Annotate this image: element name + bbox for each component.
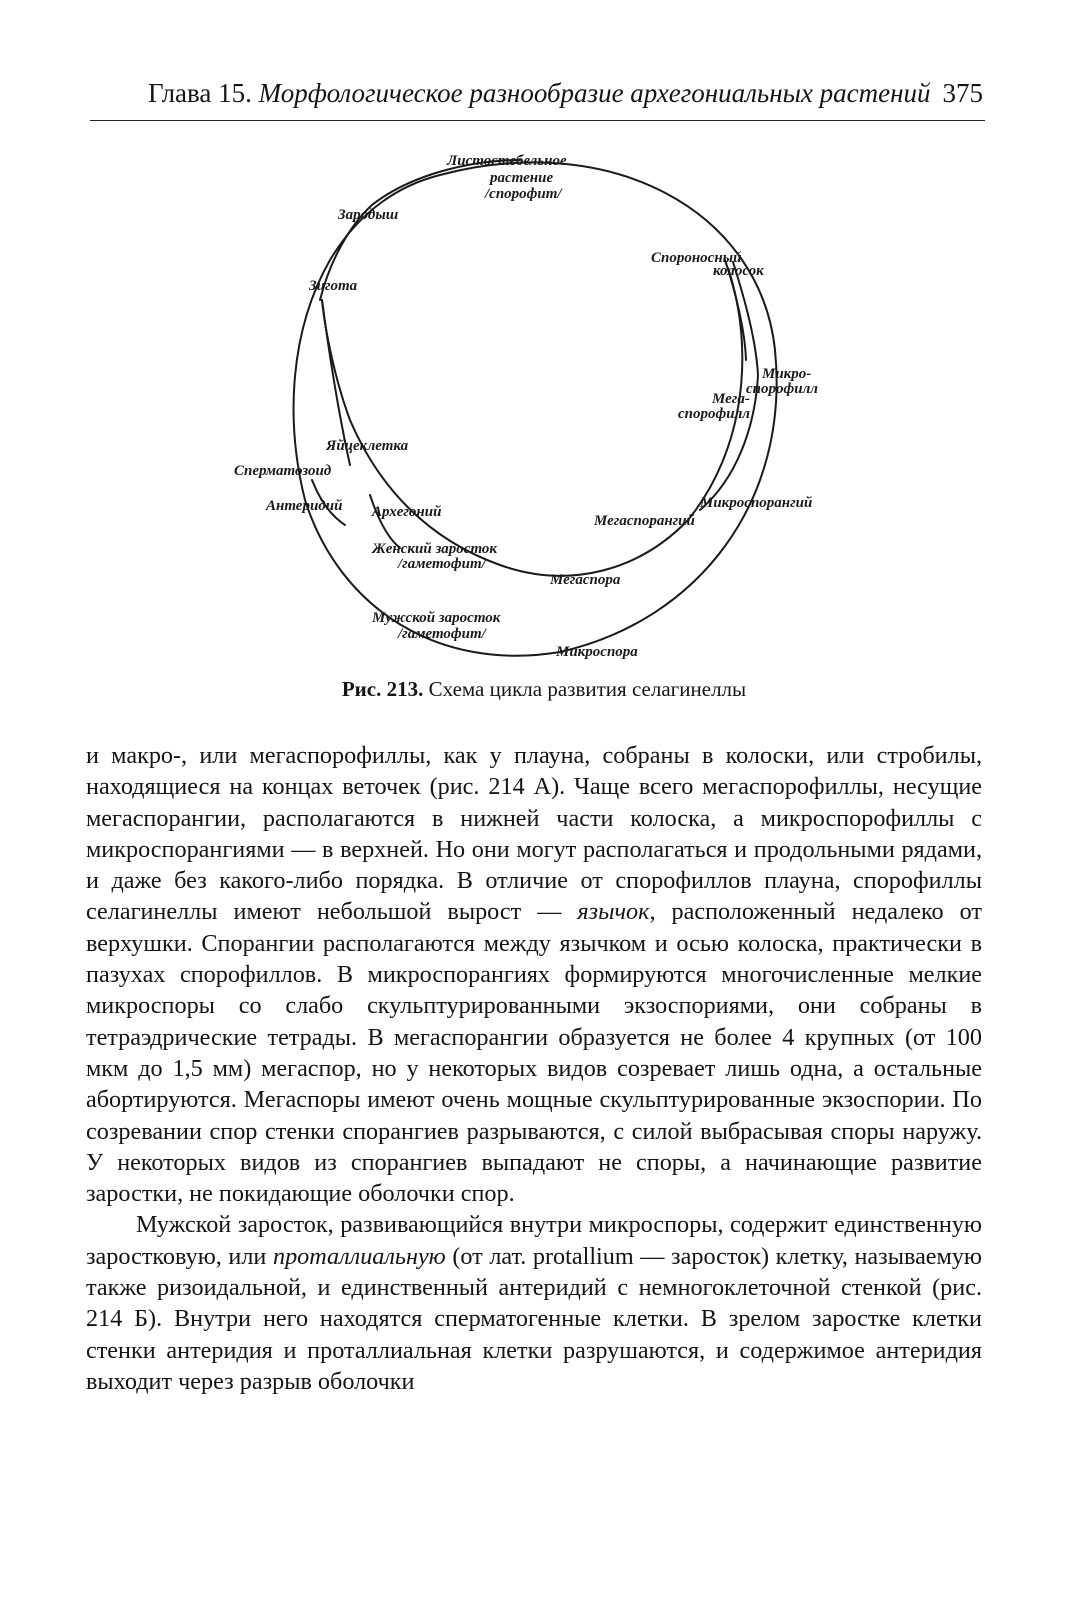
label-microsporophyll-line2: спорофилл [746,381,818,397]
label-zygote: Зигота [309,278,358,294]
paragraph-2 [86,1209,982,1397]
label-male-gametophyte-line2: /гаметофит/ [398,626,486,642]
label-spermatozoid: Сперматозоид [234,463,332,479]
label-female-gametophyte-line2: /гаметофит/ [398,556,486,572]
chapter-title: Морфологическое разнообразие архегониальных растений [258,78,931,108]
term-prothallial: проталлиальную [272,1242,446,1270]
label-sporophyte-line1: Листостебельное [447,153,567,169]
label-egg: Яйцеклетка [326,438,409,454]
label-megasporangium: Мегаспорангий [594,513,695,529]
label-microsporophyll-line1: Микро- [762,366,812,382]
paragraph-1-part-b: , расположенный недалеко от верхушки. Спорангии располагаются между язычком и осью колоска, практически в пазухах спорофиллов. В микроспорангиях формируются многочисленные мелкие микроспоры со слабо скульптурированными экзоспориями, они собраны в тетраэдрические тетрады. В мегаспорангии образуется не более 4 крупных (от 100 мкм до 1,5 мм) мегаспор, но у некоторых видов созревает лишь одна, а остальные абортируются. Мегаспоры имеют очень мощные скульптурированные экзоспории. По созревании спор стенки спорангиев разрываются, с силой выбрасывая споры наружу. У некоторых видов из спорангиев выпадают не споры, а начинающие развитие заростки, не покидающие оболочки спор. [86,898,982,1208]
page-number: 375 [942,78,983,108]
label-megasporophyll-line2: спорофилл [678,406,750,422]
paragraph-1 [86,740,982,1209]
label-female-gametophyte-line1: Женский заросток [372,541,498,557]
caption-label: Рис. 213. [341,677,424,701]
label-sporophyte-line2: растение [490,170,554,186]
label-strobilus-line1: Спороносный [651,250,742,266]
label-megasporophyll-line1: Мега- [712,391,750,407]
paragraph-1-part-a: и макро-, или мегаспорофиллы, как у плауна, собраны в колоски, или стробилы, находящиеся на концах веточек (рис. 214 А). Чаще всего мегаспорофиллы, несущие мегаспорангии, располагаются в нижней части колоска, а микроспорофиллы с микроспорангиями — в верхней. Но они могут располагаться и продольными рядами, и даже без какого-либо порядка. В отличие от спорофиллов плауна, спорофиллы селагинеллы имеют небольшой вырост — [86,742,982,926]
label-microsporangium: Микроспорангий [700,495,813,511]
label-embryo: Зародыш [338,207,399,223]
label-male-gametophyte-line1: Мужской заросток [372,610,501,626]
body-text [86,740,982,1397]
term-ligule: язычок [577,898,650,926]
label-sporophyte-line3: /спорофит/ [485,186,562,202]
chapter-label: Глава 15. [148,78,252,108]
paragraph-2-part-a: Мужской заросток, развивающийся внутри микроспоры, содержит единственную заростковую, или [86,1211,982,1270]
label-antheridium: Антеридий [266,498,343,514]
caption-text: Схема цикла развития селагинеллы [428,677,747,701]
figure-caption [0,677,1088,702]
life-cycle-diagram [0,0,1088,680]
label-archegonium: Архегоний [372,504,442,520]
paragraph-2-part-b: (от лат. protallium — заросток) клетку, называемую также ризоидальной, и единственный антеридий с немногоклеточной стенкой (рис. 214 Б). Внутри него находятся сперматогенные клетки. В зрелом заростке клетки стенки антеридия и проталлиальная клетки разрушаются, и содержимое антеридия выходит через разрыв оболочки [86,1242,983,1395]
label-strobilus-line2: колосок [713,263,764,279]
label-microspore: Микроспора [556,644,638,660]
label-megaspore: Мегаспора [550,572,621,588]
